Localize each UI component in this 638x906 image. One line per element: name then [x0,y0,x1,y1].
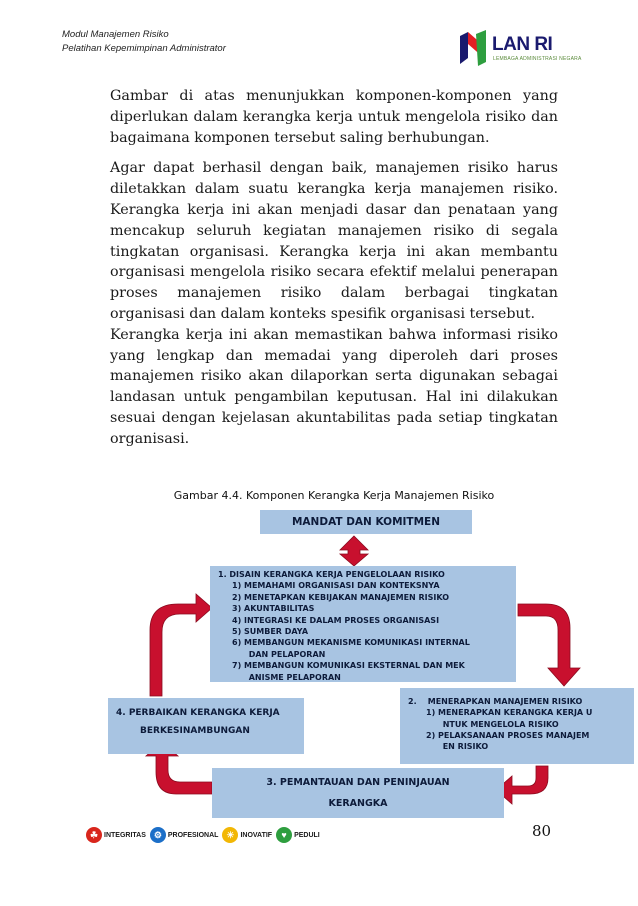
desain-item-6: 6) MEMBANGUN MEKANISME KOMUNIKASI INTERNAL [232,638,470,648]
arrow-right-down-icon [518,604,580,686]
double-arrow-icon [340,536,368,566]
paragraph-2: Agar dapat berhasil dengan baik, manajemen risiko harus diletakkan dalam suatu kerangka kerja manajemen risiko. Kerangka kerja ini akan menjadi dasar dan penataan yang mencakup seluruh kegiatan manajemen risiko di segala tingkatan organisasi. Kerangka kerja ini akan membantu organisasi mengelola risiko secara efektif melalui penerapan proses manajemen risiko dalam berbagai tingkatan organisasi dan dalam konteks spesifik organisasi tersebut. [110,160,558,322]
perbaikan-line1: 4. PERBAIKAN KERANGKA KERJA [116,708,280,718]
menerapkan-box [400,688,634,764]
desain-item-2: 2) MENETAPKAN KEBIJAKAN MANAJEMEN RISIKO [232,592,450,602]
value-label: PROFESIONAL [167,831,219,839]
desain-item-4: 4) INTEGRASI KE DALAM PROSES ORGANISASI [232,615,440,625]
desain-item-5: 5) SUMBER DAYA [232,627,309,637]
pemantauan-box [212,768,504,818]
desain-item-3: 3) AKUNTABILITAS [232,604,315,614]
desain-title: 1. DISAIN KERANGKA KERJA PENGELOLAAN RISIKO [218,570,445,579]
value-integritas [86,827,146,843]
framework-diagram [100,506,638,826]
arrow-up-right-icon [150,594,212,696]
perbaikan-line2: BERKESINAMBUNGAN [140,726,250,736]
mandat-komitmen-box: MANDAT DAN KOMITMEN [260,510,472,534]
value-label: PEDULI [294,831,320,839]
desain-kerangka-box [210,566,516,682]
value-peduli [276,827,320,843]
pemantauan-line1: 3. PEMANTAUAN DAN PENINJAUAN [266,777,450,788]
perbaikan-box [108,698,304,754]
paragraph-3: Kerangka kerja ini akan memastikan bahwa informasi risiko yang lengkap dan memadai yang diperoleh dari proses manajemen risiko akan dilaporkan serta digunakan sebagai landasan untuk pengambilan keputusan. Hal ini dilakukan sesuai dengan kejelasan akuntabilitas pada setiap tingkatan organisasi. [110,326,558,447]
value-inovatif [222,827,272,843]
header-course-title: Pelatihan Kepemimpinan Administrator [62,43,226,54]
gear-icon: ⚙ [150,827,166,843]
running-header [62,28,226,56]
menerapkan-item-1-cont: NTUK MENGELOLA RISIKO [426,719,559,729]
lightbulb-icon: ☀ [222,827,238,843]
header-module-title: Modul Manajemen Risiko [62,29,169,40]
menerapkan-title: 2. MENERAPKAN MANAJEMEN RISIKO [408,697,583,706]
pemantauan-line2: KERANGKA [328,798,388,809]
value-label: INOVATIF [240,831,273,839]
paragraph-1: Gambar di atas menunjukkan komponen-komponen yang diperlukan dalam kerangka kerja untuk mengelola risiko dan bagaimana komponen tersebut saling berhubungan. [110,88,558,146]
desain-item-1: 1) MEMAHAMI ORGANISASI DAN KONTEKSNYA [232,581,440,591]
menerapkan-item-1: 1) MENERAPKAN KERANGKA KERJA U [426,708,593,718]
desain-item-7: 7) MEMBANGUN KOMUNIKASI EKSTERNAL DAN MEK [232,661,465,671]
heart-hands-icon: ♥ [276,827,292,843]
value-label: INTEGRITAS [104,831,146,839]
logo-name: LAN RI [492,34,553,55]
menerapkan-item-2: 2) PELAKSANAAN PROSES MANAJEM [426,730,590,740]
figure-caption: Gambar 4.4. Komponen Kerangka Kerja Manajemen Risiko [173,489,495,502]
lan-ri-emblem-icon [456,28,492,68]
lan-ri-logo [456,28,582,74]
value-profesional [150,827,219,843]
menerapkan-item-2-cont: EN RISIKO [426,742,489,752]
core-values-footer [86,824,320,846]
desain-item-6-cont: DAN PELAPORAN [232,649,326,659]
page-number: 80 [532,822,552,840]
body-text [110,86,558,450]
logo-subtitle: LEMBAGA ADMINISTRASI NEGARA [493,56,582,62]
desain-item-7-cont: ANISME PELAPORAN [232,672,341,682]
handshake-icon: ☘ [86,827,102,843]
